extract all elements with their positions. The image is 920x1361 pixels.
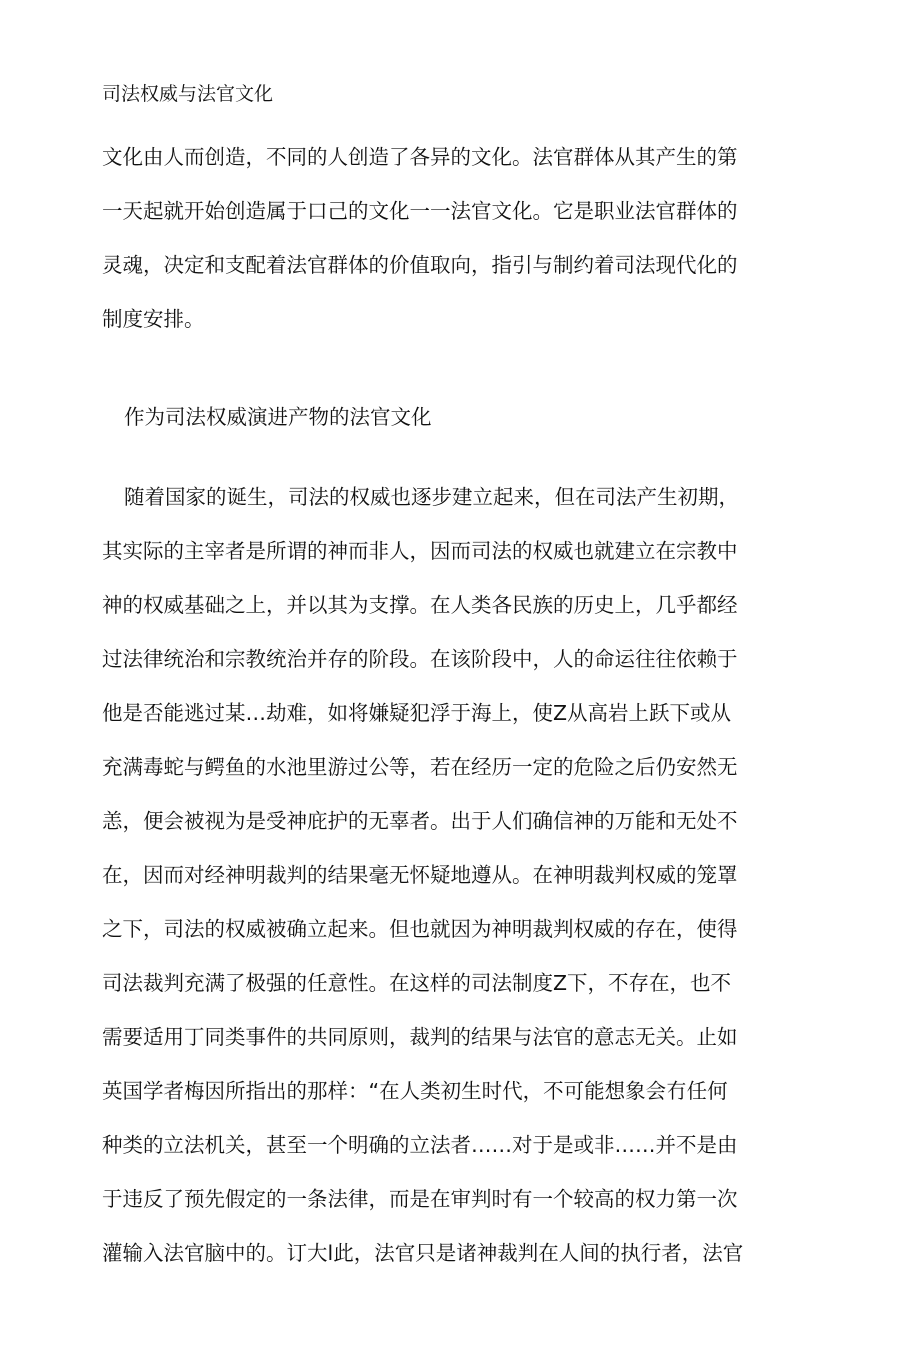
section-heading: 作为司法权威演进产物的法官文化 [124,405,432,429]
paragraph-line: 其实际的主宰者是所谓的神而非人，因而司法的权威也就建立在宗教中 [102,539,738,563]
document-title: 司法权威与法官文化 [102,83,274,105]
paragraph-line: 恙，便会被视为是受神庇护的无辜者。出于人们确信神的万能和无处不 [102,809,738,833]
paragraph-line: 在，因而对经神明裁判的结果毫无怀疑地遵从。在神明裁判权威的笼罩 [102,863,738,887]
paragraph-line: 灵魂，决定和支配着法官群体的价值取向，指引与制约着司法现代化的 [102,253,738,277]
paragraph-line: 充满毒蛇与鳄鱼的水池里游过公等，若在经历一定的危险之后仍安然无 [102,755,738,779]
paragraph-line: 文化由人而创造，不同的人创造了各异的文化。法官群体从其产生的第 [102,145,738,169]
paragraph-line: 过法律统治和宗教统治并存的阶段。在该阶段中，人的命运往往依赖于 [102,647,738,671]
paragraph-line: 随着国家的诞生，司法的权威也逐步建立起来，但在司法产生初期， [124,485,739,509]
intro-paragraph [102,130,782,346]
paragraph-line: 一天起就开始创造属于口己的文化一一法官文化。它是职业法官群体的 [102,199,738,223]
paragraph-line: 种类的立法机关，甚至一个明确的立法者……对于是或非……并不是由 [102,1133,738,1157]
paragraph-line: 他是否能逃过某…劫难，如将嫌疑犯浮于海上，使Z从高岩上跃下或从 [102,701,732,725]
paragraph-line: 神的权威基础之上，并以其为支撑。在人类各民族的历史上，几乎都经 [102,593,738,617]
paragraph-line: 于违反了预先假定的一条法律，而是在审判时有一个较高的权力第一次 [102,1187,738,1211]
section-paragraph [102,470,782,1280]
paragraph-line: 制度安排。 [102,307,205,331]
paragraph-line: 灌输入法官脑中的。订大l此，法官只是诸神裁判在人间的执行者，法官 [102,1241,744,1265]
paragraph-line: 需要适用丁同类事件的共同原则，裁判的结果与法官的意志无关。止如 [102,1025,738,1049]
paragraph-line: 英国学者梅因所指出的那样：“在人类初生时代，不可能想象会冇任何 [102,1079,728,1103]
paragraph-line: 之下，司法的权威被确立起来。但也就因为神明裁判权威的存在，使得 [102,917,738,941]
paragraph-line: 司法裁判充满了极强的任意性。在这样的司法制度Z下，不存在，也不 [102,971,732,995]
